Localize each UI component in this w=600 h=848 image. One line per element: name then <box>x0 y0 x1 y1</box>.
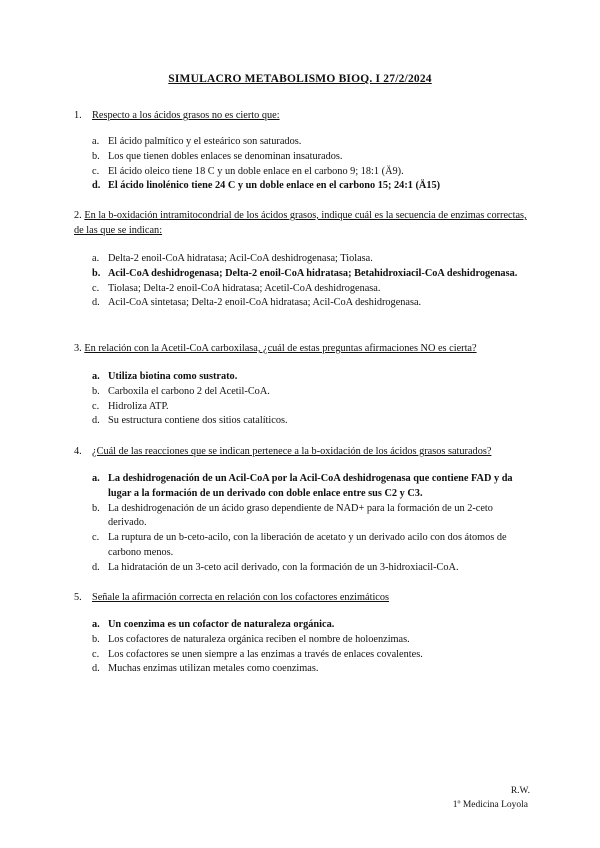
question-number: 1. <box>74 110 82 121</box>
option-a: a. El ácido palmítico y el esteárico son saturados. <box>92 136 302 147</box>
option-a-correct: a. Un coenzima es un cofactor de naturaleza orgánica. <box>92 619 335 630</box>
options-list-3 <box>92 370 532 429</box>
question-text: En la b-oxidación intramitocondrial de los ácidos grasos, indique cuál es la secuencia de enzimas correctas, de las que se indican: <box>74 210 527 236</box>
question-5 <box>74 590 534 605</box>
option-a: a. Delta-2 enoil-CoA hidratasa; Acil-CoA deshidrogenasa; Tiolasa. <box>92 253 373 264</box>
option-c: c. El ácido oleico tiene 18 C y un doble enlace en el carbono 9; 18:1 (Ä9). <box>92 165 404 177</box>
question-number: 5. <box>74 592 82 603</box>
page-title: SIMULACRO METABOLISMO BIOQ. I 27/2/2024 <box>168 73 432 85</box>
question-text: ¿Cuál de las reacciones que se indican pertenece a la b-oxidación de los ácidos grasos saturados? <box>92 446 492 457</box>
question-number: 3. <box>74 343 82 354</box>
question-text: Señale la afirmación correcta en relación con los cofactores enzimáticos <box>92 592 390 603</box>
option-c: c. Los cofactores se unen siempre a las enzimas a través de enlaces covalentes. <box>92 648 423 660</box>
option-d: d. Su estructura contiene dos sitios catalíticos. <box>92 415 288 427</box>
question-text: Respecto a los ácidos grasos no es cierto que: <box>92 110 280 121</box>
option-b: b. Los cofactores de naturaleza orgánica reciben el nombre de holoenzimas. <box>92 633 410 645</box>
question-number: 4. <box>74 446 82 457</box>
footer-course: 1º Medicina Loyola <box>452 800 528 810</box>
options-list-2 <box>92 252 532 311</box>
option-d: d. Muchas enzimas utilizan metales como coenzimas. <box>92 663 319 675</box>
option-b: b. Carboxila el carbono 2 del Acetil-CoA. <box>92 385 270 397</box>
option-c: c. La ruptura de un b-ceto-acilo, con la liberación de acetato y un derivado acilo con dos átomos de carbono menos. <box>92 532 507 558</box>
options-list-1 <box>92 135 532 194</box>
question-3 <box>74 341 534 356</box>
question-4 <box>74 444 534 459</box>
option-b-correct: b. Acil-CoA deshidrogenasa; Delta-2 enoil-CoA hidratasa; Betahidroxiacil-CoA deshidrogenasa. <box>92 267 518 279</box>
option-a-correct: a. Utiliza biotina como sustrato. <box>92 371 238 382</box>
option-d: d. Acil-CoA sintetasa; Delta-2 enoil-CoA hidratasa; Acil-CoA deshidrogenasa. <box>92 297 422 309</box>
option-c: c. Hidroliza ATP. <box>92 400 169 412</box>
option-a-correct: a. La deshidrogenación de un Acil-CoA por la Acil-CoA deshidrogenasa que contiene FAD y da lugar a la formación de un derivado con doble enlace entre sus C2 y C3. <box>92 473 513 499</box>
options-list-5 <box>92 618 532 677</box>
question-number: 2. <box>74 210 82 221</box>
option-d-correct: d. El ácido linolénico tiene 24 C y un doble enlace en el carbono 15; 24:1 (Ä15) <box>92 180 441 192</box>
option-b: b. Los que tienen dobles enlaces se denominan insaturados. <box>92 150 343 162</box>
option-b: b. La deshidrogenación de un ácido graso dependiente de NAD+ para la formación de un 2-ceto derivado. <box>92 502 493 529</box>
question-text: En relación con la Acetil-CoA carboxilasa, ¿cuál de estas preguntas afirmaciones NO es cierta? <box>84 343 477 354</box>
option-c: c. Tiolasa; Delta-2 enoil-CoA hidratasa; Acetil-CoA deshidrogenasa. <box>92 282 381 294</box>
options-list-4 <box>92 472 532 576</box>
question-1 <box>74 108 532 123</box>
question-2 <box>74 208 534 238</box>
option-d: d. La hidratación de un 3-ceto acil derivado, con la formación de un 3-hidroxiacil-CoA. <box>92 561 459 573</box>
footer-initials: R.W. <box>510 786 530 796</box>
